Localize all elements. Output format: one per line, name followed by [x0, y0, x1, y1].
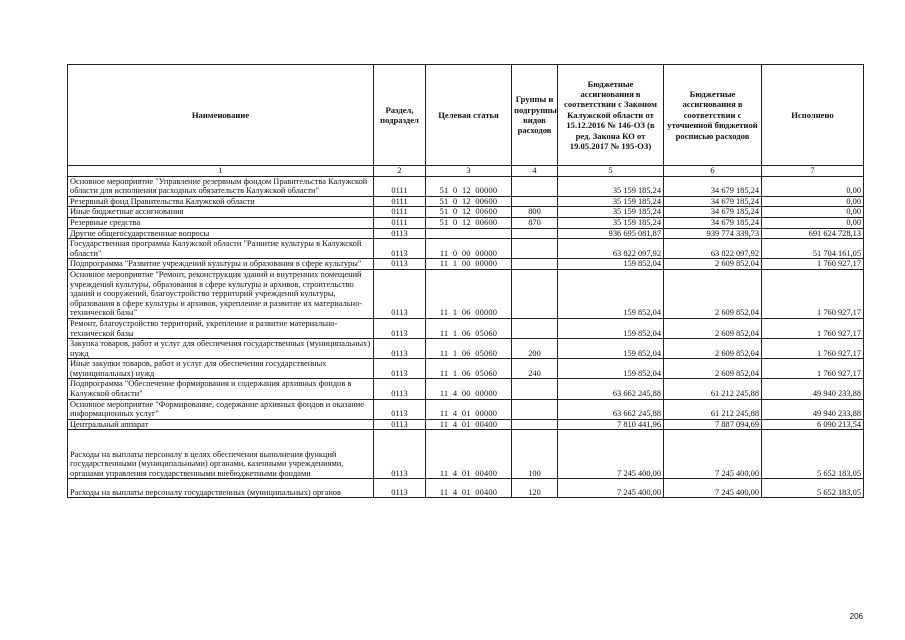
- row-executed-amount: 0,00: [762, 196, 864, 207]
- row-law-amount: 63 822 097,92: [558, 239, 664, 259]
- table-row: [68, 176, 864, 196]
- row-expense-type: 200: [512, 339, 558, 359]
- row-refined-amount: 7 887 094,69: [664, 419, 762, 430]
- row-executed-amount: 1 760 927,17: [762, 359, 864, 379]
- row-executed-amount: 5 652 183,05: [762, 479, 864, 498]
- row-executed-amount: 49 940 233,88: [762, 399, 864, 419]
- table-row: [68, 228, 864, 239]
- column-number: 2: [374, 166, 426, 177]
- row-expense-type: [512, 176, 558, 196]
- row-name: Подпрограмма "Обеспечение формирования и содержания архивных фондов в Калужской области": [68, 379, 374, 399]
- header-cs: Целевая статья: [426, 65, 512, 166]
- row-refined-amount: 34 679 185,24: [664, 176, 762, 196]
- column-number: 1: [68, 166, 374, 177]
- row-razdel: 0113: [374, 430, 426, 479]
- column-number: 5: [558, 166, 664, 177]
- row-refined-amount: 7 245 400,00: [664, 430, 762, 479]
- row-name: Основное мероприятие "Ремонт, реконструкция зданий и внутренних помещений учреждений культуры, образования в сфере культуры и архивов, строительство зданий и сооружений, благоустройство территорий учреждений культуры, образования в сфере культуры и архивов, укрепление и развитие их материально-технической базы": [68, 269, 374, 318]
- row-name: Закупка товаров, работ и услуг для обеспечения государственных (муниципальных) нужд: [68, 339, 374, 359]
- row-refined-amount: 2 609 852,04: [664, 359, 762, 379]
- row-expense-type: 100: [512, 430, 558, 479]
- row-law-amount: 159 852,04: [558, 259, 664, 270]
- row-name: Иные бюджетные ассигнования: [68, 207, 374, 218]
- row-refined-amount: 34 679 185,24: [664, 207, 762, 218]
- row-refined-amount: 2 609 852,04: [664, 259, 762, 270]
- budget-table: [67, 64, 864, 498]
- row-name: Государственная программа Калужской области "Развитие культуры в Калужской области": [68, 239, 374, 259]
- row-law-amount: 159 852,04: [558, 339, 664, 359]
- header-razdel: Раздел, подраздел: [374, 65, 426, 166]
- row-target-article: 11 1 00 00000: [426, 259, 512, 270]
- row-name: Резервный фонд Правительства Калужской области: [68, 196, 374, 207]
- table-row: [68, 379, 864, 399]
- row-law-amount: 7 245 400,00: [558, 479, 664, 498]
- page-number: 206: [849, 612, 863, 621]
- table-row: [68, 259, 864, 270]
- row-razdel: 0113: [374, 479, 426, 498]
- row-target-article: 11 1 06 05060: [426, 339, 512, 359]
- table-row: [68, 239, 864, 259]
- row-target-article: 51 0 12 00600: [426, 207, 512, 218]
- row-refined-amount: 939 774 339,73: [664, 228, 762, 239]
- row-target-article: 11 4 01 00000: [426, 399, 512, 419]
- row-target-article: 11 1 06 00000: [426, 269, 512, 318]
- row-expense-type: [512, 399, 558, 419]
- row-razdel: 0111: [374, 217, 426, 228]
- row-executed-amount: 1 760 927,17: [762, 259, 864, 270]
- row-razdel: 0113: [374, 399, 426, 419]
- row-razdel: 0111: [374, 176, 426, 196]
- row-name: Расходы на выплаты персоналу государственных (муниципальных) органов: [68, 479, 374, 498]
- row-expense-type: [512, 419, 558, 430]
- row-expense-type: [512, 318, 558, 338]
- row-expense-type: [512, 269, 558, 318]
- row-law-amount: 159 852,04: [558, 269, 664, 318]
- row-razdel: 0113: [374, 239, 426, 259]
- table-row: [68, 430, 864, 479]
- table-row: [68, 399, 864, 419]
- table-body: [68, 176, 864, 498]
- row-target-article: 51 0 12 00600: [426, 196, 512, 207]
- table-row: [68, 339, 864, 359]
- row-razdel: 0113: [374, 259, 426, 270]
- row-razdel: 0111: [374, 207, 426, 218]
- row-target-article: 11 4 00 00000: [426, 379, 512, 399]
- row-executed-amount: 1 760 927,17: [762, 269, 864, 318]
- row-name: Расходы на выплаты персоналу в целях обеспечения выполнения функций государственными (муниципальными) органами, казенными учреждениями, органами управления государственными внебюджетными фондами: [68, 430, 374, 479]
- header-law: Бюджетные ассигнования в соответствии с Законом Калужской области от 15.12.2016 № 146-ОЗ (в ред. Закона КО от 19.05.2017 № 195-ОЗ): [558, 65, 664, 166]
- row-expense-type: 120: [512, 479, 558, 498]
- row-expense-type: [512, 259, 558, 270]
- row-razdel: 0113: [374, 359, 426, 379]
- row-expense-type: [512, 196, 558, 207]
- row-executed-amount: 49 940 233,88: [762, 379, 864, 399]
- row-name: Ремонт, благоустройство территорий, укрепление и развитие материально-технической базы: [68, 318, 374, 338]
- row-executed-amount: 6 090 213,54: [762, 419, 864, 430]
- row-expense-type: 240: [512, 359, 558, 379]
- row-refined-amount: 2 609 852,04: [664, 269, 762, 318]
- row-name: Подпрограмма "Развитие учреждений культуры и образования в сфере культуры": [68, 259, 374, 270]
- row-target-article: 11 0 00 00000: [426, 239, 512, 259]
- row-law-amount: 159 852,04: [558, 318, 664, 338]
- table-row: [68, 359, 864, 379]
- row-law-amount: 35 159 185,24: [558, 217, 664, 228]
- row-law-amount: 63 662 245,88: [558, 379, 664, 399]
- header-row: [68, 65, 864, 166]
- row-razdel: 0113: [374, 339, 426, 359]
- row-executed-amount: 0,00: [762, 217, 864, 228]
- row-executed-amount: 5 652 183,05: [762, 430, 864, 479]
- row-target-article: 11 1 06 05060: [426, 318, 512, 338]
- column-number-row: [68, 166, 864, 177]
- table-row: [68, 217, 864, 228]
- row-executed-amount: 51 704 161,05: [762, 239, 864, 259]
- row-law-amount: 7 245 400,00: [558, 430, 664, 479]
- row-refined-amount: 34 679 185,24: [664, 217, 762, 228]
- row-law-amount: 63 662 245,88: [558, 399, 664, 419]
- row-expense-type: 800: [512, 207, 558, 218]
- row-target-article: 11 4 01 00400: [426, 419, 512, 430]
- table-row: [68, 479, 864, 498]
- row-law-amount: 159 852,04: [558, 359, 664, 379]
- row-refined-amount: 63 822 097,92: [664, 239, 762, 259]
- table-row: [68, 196, 864, 207]
- row-name: Основное мероприятие "Управление резервным фондом Правительства Калужской области для исполнения расходных обязательств Калужской области": [68, 176, 374, 196]
- header-done: Исполнено: [762, 65, 864, 166]
- row-target-article: 11 4 01 00400: [426, 430, 512, 479]
- row-target-article: 51 0 12 00000: [426, 176, 512, 196]
- row-razdel: 0113: [374, 318, 426, 338]
- row-executed-amount: 691 624 728,13: [762, 228, 864, 239]
- row-law-amount: 7 810 441,96: [558, 419, 664, 430]
- row-refined-amount: 34 679 185,24: [664, 196, 762, 207]
- column-number: 6: [664, 166, 762, 177]
- row-executed-amount: 1 760 927,17: [762, 318, 864, 338]
- row-target-article: 51 0 12 00600: [426, 217, 512, 228]
- row-refined-amount: 7 245 400,00: [664, 479, 762, 498]
- row-name: Другие общегосударственные вопросы: [68, 228, 374, 239]
- row-expense-type: [512, 379, 558, 399]
- row-target-article: 11 1 06 05060: [426, 359, 512, 379]
- row-law-amount: 35 159 185,24: [558, 176, 664, 196]
- row-executed-amount: 1 760 927,17: [762, 339, 864, 359]
- row-name: Основное мероприятие "Формирование, содержание архивных фондов и оказание информационных услуг": [68, 399, 374, 419]
- row-target-article: 11 4 01 00400: [426, 479, 512, 498]
- row-name: Резервные средства: [68, 217, 374, 228]
- row-law-amount: 35 159 185,24: [558, 196, 664, 207]
- row-name: Центральный аппарат: [68, 419, 374, 430]
- header-name: Наименование: [68, 65, 374, 166]
- table-row: [68, 269, 864, 318]
- header-refined: Бюджетные ассигнования в соответствии с уточненной бюджетной росписью расходов: [664, 65, 762, 166]
- row-refined-amount: 2 609 852,04: [664, 318, 762, 338]
- row-law-amount: 35 159 185,24: [558, 207, 664, 218]
- row-refined-amount: 61 212 245,88: [664, 379, 762, 399]
- row-executed-amount: 0,00: [762, 176, 864, 196]
- column-number: 3: [426, 166, 512, 177]
- row-razdel: 0113: [374, 419, 426, 430]
- column-number: 4: [512, 166, 558, 177]
- header-vr: Группы и подгруппы видов расходов: [512, 65, 558, 166]
- row-refined-amount: 2 609 852,04: [664, 339, 762, 359]
- row-law-amount: 936 695 081,87: [558, 228, 664, 239]
- table-row: [68, 419, 864, 430]
- row-razdel: 0113: [374, 269, 426, 318]
- document-sheet: [67, 64, 864, 498]
- row-expense-type: 870: [512, 217, 558, 228]
- row-razdel: 0111: [374, 196, 426, 207]
- table-row: [68, 207, 864, 218]
- row-target-article: [426, 228, 512, 239]
- column-number: 7: [762, 166, 864, 177]
- row-executed-amount: 0,00: [762, 207, 864, 218]
- table-row: [68, 318, 864, 338]
- row-refined-amount: 61 212 245,88: [664, 399, 762, 419]
- row-expense-type: [512, 239, 558, 259]
- row-razdel: 0113: [374, 379, 426, 399]
- row-razdel: 0113: [374, 228, 426, 239]
- row-expense-type: [512, 228, 558, 239]
- row-name: Иные закупки товаров, работ и услуг для обеспечения государственных (муниципальных) нужд: [68, 359, 374, 379]
